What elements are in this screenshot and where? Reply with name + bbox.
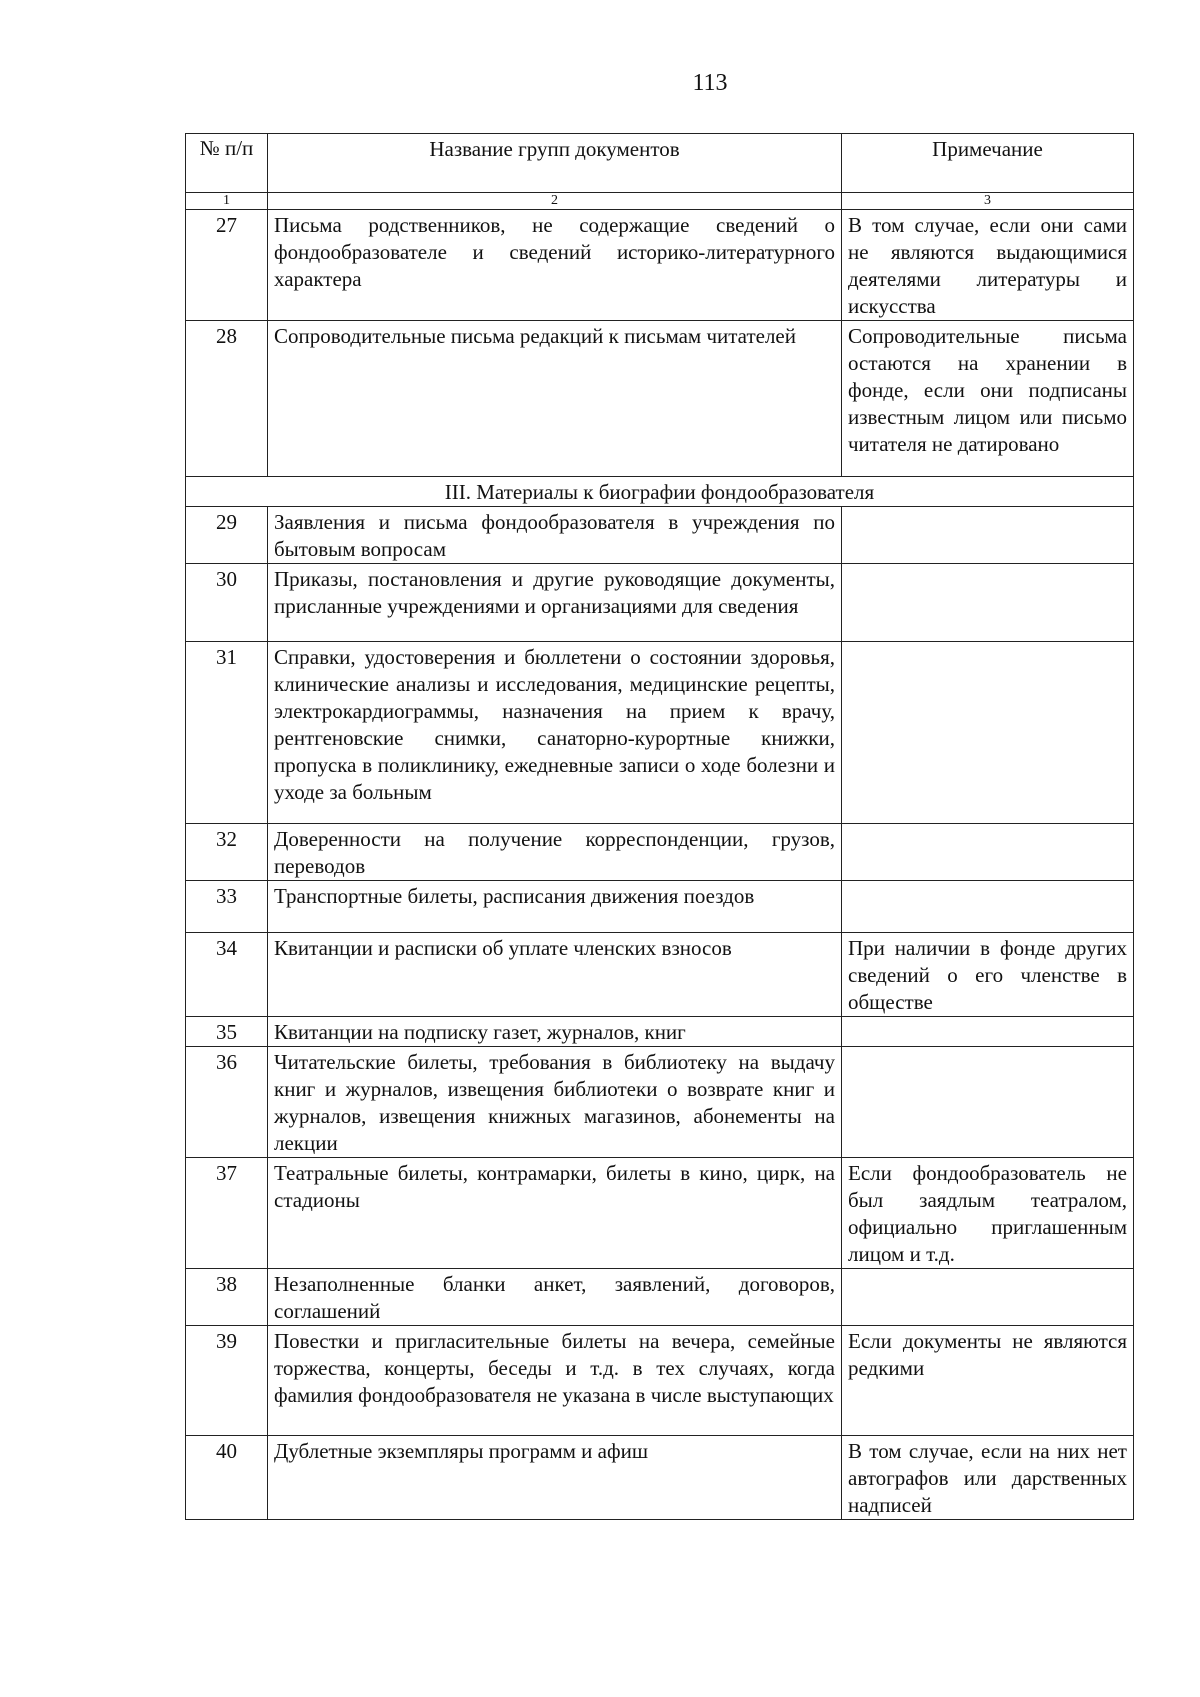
row-note: Если документы не являются редкими (842, 1326, 1134, 1436)
row-note (842, 507, 1134, 564)
column-index-3: 3 (842, 193, 1134, 210)
row-name: Доверенности на получение корреспонденции, грузов, переводов (268, 824, 842, 881)
documents-table (185, 133, 1134, 1520)
table-row (186, 933, 1134, 1017)
table-row (186, 1047, 1134, 1158)
row-number: 38 (186, 1269, 268, 1326)
table-row (186, 321, 1134, 477)
row-note (842, 564, 1134, 642)
column-index-row (186, 193, 1134, 210)
row-name: Незаполненные бланки анкет, заявлений, договоров, соглашений (268, 1269, 842, 1326)
page-number: 113 (692, 70, 728, 96)
row-name: Заявления и письма фондообразователя в учреждения по бытовым вопросам (268, 507, 842, 564)
column-index-1: 1 (186, 193, 268, 210)
header-number: № п/п (186, 134, 268, 193)
row-number: 40 (186, 1436, 268, 1520)
table-row (186, 1326, 1134, 1436)
row-number: 35 (186, 1017, 268, 1047)
table-row (186, 642, 1134, 824)
row-note: Сопроводительные письма остаются на хранении в фонде, если они подписаны известным лицом или письмо читателя не датировано (842, 321, 1134, 477)
row-name: Приказы, постановления и другие руководящие документы, присланные учреждениями и организациями для сведения (268, 564, 842, 642)
table-row (186, 507, 1134, 564)
row-note: В том случае, если на них нет автографов или дарственных надписей (842, 1436, 1134, 1520)
row-name: Квитанции на подписку газет, журналов, книг (268, 1017, 842, 1047)
row-number: 31 (186, 642, 268, 824)
section-row (186, 477, 1134, 507)
column-index-2: 2 (268, 193, 842, 210)
row-note (842, 881, 1134, 933)
table-row (186, 1158, 1134, 1269)
row-name: Квитанции и расписки об уплате членских взносов (268, 933, 842, 1017)
row-note (842, 642, 1134, 824)
row-name: Справки, удостоверения и бюллетени о состоянии здоровья, клинические анализы и исследования, медицинские рецепты, электрокардиограммы, назначения на прием к врачу, рентгеновские снимки, санаторно-курортные книжки, пропуска в поликлинику, ежедневные записи о ходе болезни и уходе за больным (268, 642, 842, 824)
row-number: 30 (186, 564, 268, 642)
row-name: Театральные билеты, контрамарки, билеты в кино, цирк, на стадионы (268, 1158, 842, 1269)
table-row (186, 210, 1134, 321)
header-note: Примечание (842, 134, 1134, 193)
row-number: 29 (186, 507, 268, 564)
section-title: III. Материалы к биографии фондообразователя (186, 477, 1134, 507)
row-number: 32 (186, 824, 268, 881)
row-name: Дублетные экземпляры программ и афиш (268, 1436, 842, 1520)
table-row (186, 564, 1134, 642)
row-name: Письма родственников, не содержащие сведений о фондообразователе и сведений историко-литературного характера (268, 210, 842, 321)
row-number: 28 (186, 321, 268, 477)
table-header-row (186, 134, 1134, 193)
table-row (186, 881, 1134, 933)
table-row (186, 1436, 1134, 1520)
row-note (842, 1047, 1134, 1158)
row-number: 33 (186, 881, 268, 933)
row-note (842, 824, 1134, 881)
row-note: Если фондообразователь не был заядлым театралом, официально приглашенным лицом и т.д. (842, 1158, 1134, 1269)
row-note (842, 1269, 1134, 1326)
row-note (842, 1017, 1134, 1047)
row-name: Сопроводительные письма редакций к письмам читателей (268, 321, 842, 477)
table-row (186, 1017, 1134, 1047)
row-note: В том случае, если они сами не являются выдающимися деятелями литературы и искусства (842, 210, 1134, 321)
row-name: Читательские билеты, требования в библиотеку на выдачу книг и журналов, извещения библиотеки о возврате книг и журналов, извещения книжных магазинов, абонементы на лекции (268, 1047, 842, 1158)
row-name: Повестки и пригласительные билеты на вечера, семейные торжества, концерты, беседы и т.д. в тех случаях, когда фамилия фондообразователя не указана в числе выступающих (268, 1326, 842, 1436)
row-number: 37 (186, 1158, 268, 1269)
table-row (186, 824, 1134, 881)
row-number: 36 (186, 1047, 268, 1158)
row-name: Транспортные билеты, расписания движения поездов (268, 881, 842, 933)
table-row (186, 1269, 1134, 1326)
header-name: Название групп документов (268, 134, 842, 193)
row-number: 34 (186, 933, 268, 1017)
row-number: 39 (186, 1326, 268, 1436)
row-number: 27 (186, 210, 268, 321)
row-note: При наличии в фонде других сведений о его членстве в обществе (842, 933, 1134, 1017)
